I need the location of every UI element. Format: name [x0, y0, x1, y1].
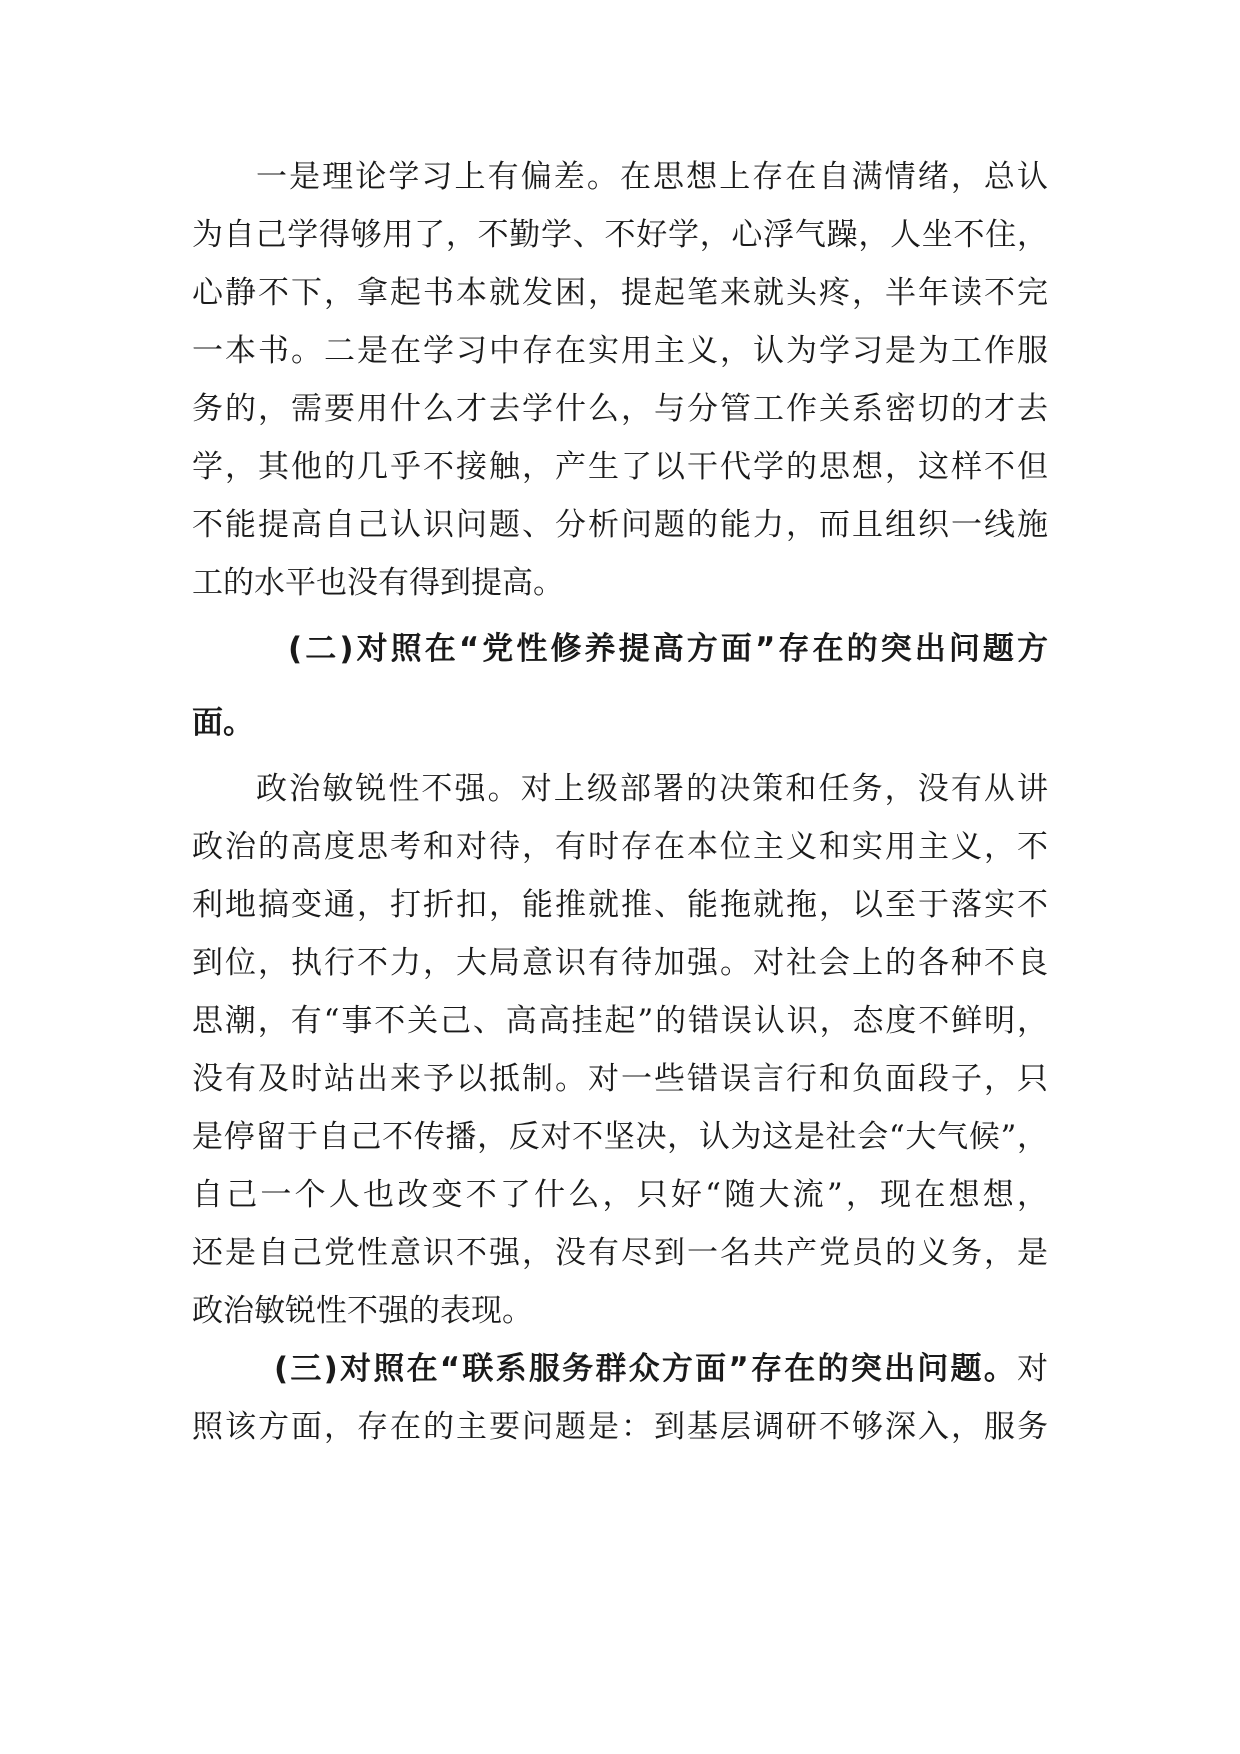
text-line: 心静不下，拿起书本就发困，提起笔来就头疼，半年读不完: [192, 275, 1048, 311]
text-line: 没有及时站出来予以抵制。对一些错误言行和负面段子，只: [192, 1061, 1048, 1097]
text-line: 政治敏锐性不强的表现。: [192, 1293, 533, 1329]
text-line: 政治的高度思考和对待，有时存在本位主义和实用主义，不: [192, 829, 1048, 865]
section-heading-party-spirit: [192, 612, 1048, 760]
text-line: 到位，执行不力，大局意识有待加强。对社会上的各种不良: [192, 945, 1048, 981]
mixed-line: [192, 1340, 1048, 1398]
text-line: 为自己学得够用了，不勤学、不好学，心浮气躁，人坐不住，: [192, 217, 1048, 253]
text-line: 利地搞变通，打折扣，能推就推、能拖就拖，以至于落实不: [192, 887, 1048, 923]
text-line: 学，其他的几乎不接触，产生了以干代学的思想，这样不但: [192, 449, 1048, 485]
text-line: 自己一个人也改变不了什么，只好“随大流”，现在想想，: [192, 1177, 1048, 1213]
text-line: 不能提高自己认识问题、分析问题的能力，而且组织一线施: [192, 507, 1048, 543]
text-line: 务的，需要用什么才去学什么，与分管工作关系密切的才去: [192, 391, 1048, 427]
paragraph-political-sensitivity: [192, 760, 1048, 1340]
heading-line: (二)对照在“党性修养提高方面”存在的突出问题方: [288, 631, 1048, 667]
paragraph-theory-study: [192, 148, 1048, 612]
text-line: 政治敏锐性不强。对上级部署的决策和任务，没有从讲: [256, 771, 1048, 807]
text-line: 还是自己党性意识不强，没有尽到一名共产党员的义务，是: [192, 1235, 1048, 1271]
text-line: 一本书。二是在学习中存在实用主义，认为学习是为工作服: [192, 333, 1048, 369]
inline-heading: (三)对照在“联系服务群众方面”存在的突出问题。: [274, 1351, 1017, 1387]
text-line: 照该方面，存在的主要问题是：到基层调研不够深入，服务: [192, 1409, 1048, 1445]
heading-line: 面。: [192, 705, 254, 741]
section-heading-serving-masses: [192, 1340, 1048, 1456]
text-line: 是停留于自己不传播，反对不坚决，认为这是社会“大气候”，: [192, 1119, 1048, 1155]
text-line: 一是理论学习上有偏差。在思想上存在自满情绪，总认: [256, 159, 1048, 195]
text-line: 思潮，有“事不关己、高高挂起”的错误认识，态度不鲜明，: [192, 1003, 1048, 1039]
document-body: [192, 148, 1048, 1456]
text-fragment: 对: [1017, 1351, 1048, 1387]
text-line: 工的水平也没有得到提高。: [192, 565, 564, 601]
